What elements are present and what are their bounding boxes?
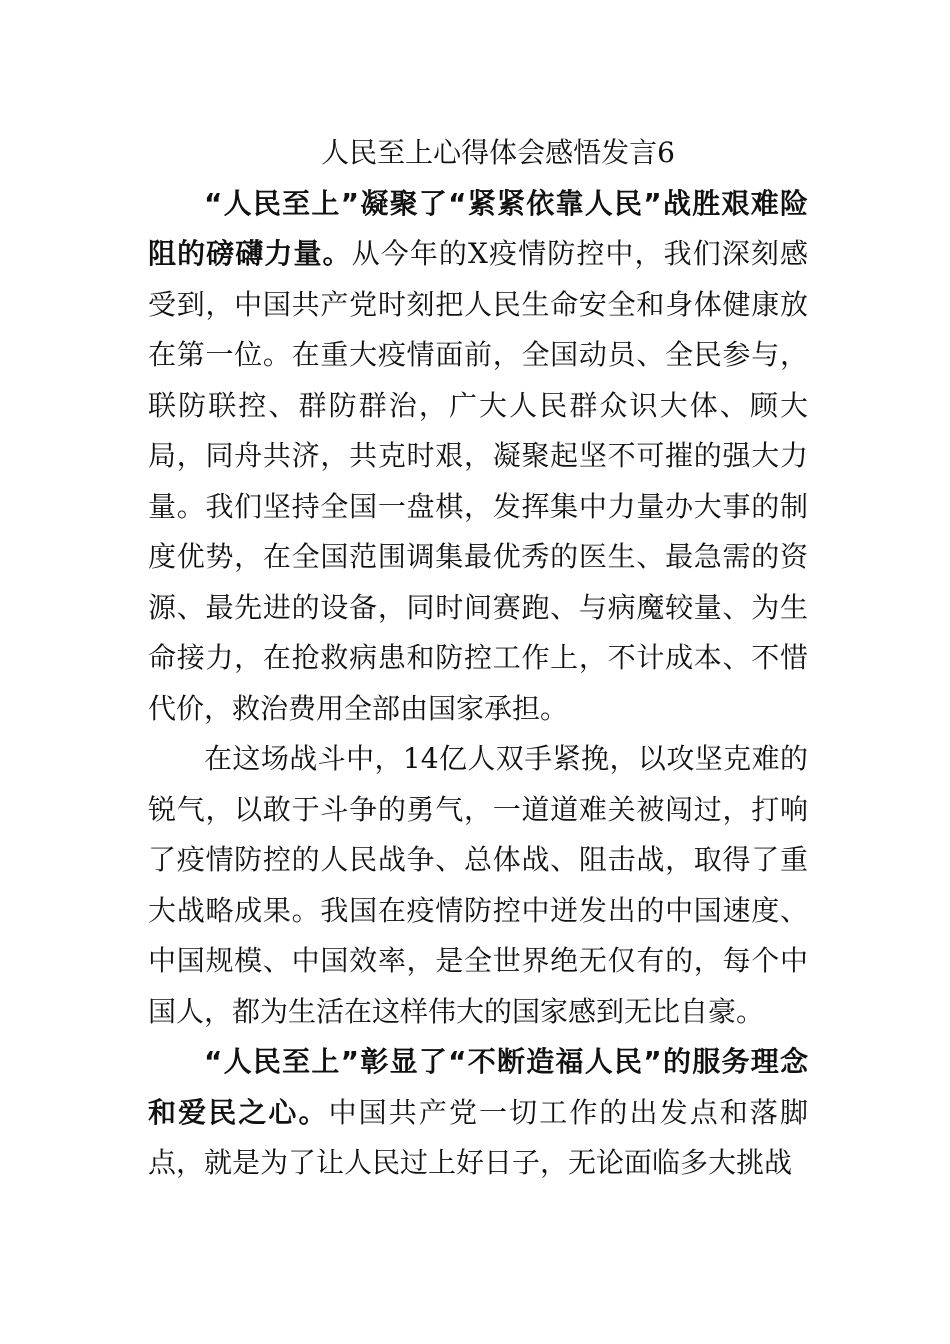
paragraph-3-body: 中国共产党一切工作的出发点和落脚点，就是为了让人民过上好日子，无论面临多大挑战: [148, 1095, 808, 1179]
paragraph-1: [148, 179, 808, 735]
document-body: [148, 128, 808, 1189]
paragraph-1-body: 从今年的X疫情防控中，我们深刻感受到，中国共产党时刻把人民生命安全和身体健康放在第一位。在重大疫情面前，全国动员、全民参与，联防联控、群防群治，广大人民群众识大体、顾大局，同舟共济，共克时艰，凝聚起坚不可摧的强大力量。我们坚持全国一盘棋，发挥集中力量办大事的制度优势，在全国范围调集最优秀的医生、最急需的资源、最先进的设备，同时间赛跑、与病魔较量、为生命接力，在抢救病患和防控工作上，不计成本、不惜代价，救治费用全部由国家承担。: [148, 237, 808, 725]
paragraph-2: [148, 734, 808, 1037]
document-title: 人民至上心得体会感悟发言6: [321, 136, 675, 169]
paragraph-3-lead: “人民至上”彰显了“不断造福人民”的服务理念和爱民之心。: [148, 1045, 808, 1129]
paragraph-2-body: 在这场战斗中，14亿人双手紧挽，以攻坚克难的锐气，以敢于斗争的勇气，一道道难关被闯过，打响了疫情防控的人民战争、总体战、阻击战，取得了重大战略成果。我国在疫情防控中迸发出的中国速度、中国规模、中国效率，是全世界绝无仅有的，每个中国人，都为生活在这样伟大的国家感到无比自豪。: [148, 742, 808, 1028]
paragraph-1-lead: “人民至上”凝聚了“紧紧依靠人民”战胜艰难险阻的磅礴力量。: [148, 186, 808, 270]
paragraph-3: [148, 1037, 808, 1189]
